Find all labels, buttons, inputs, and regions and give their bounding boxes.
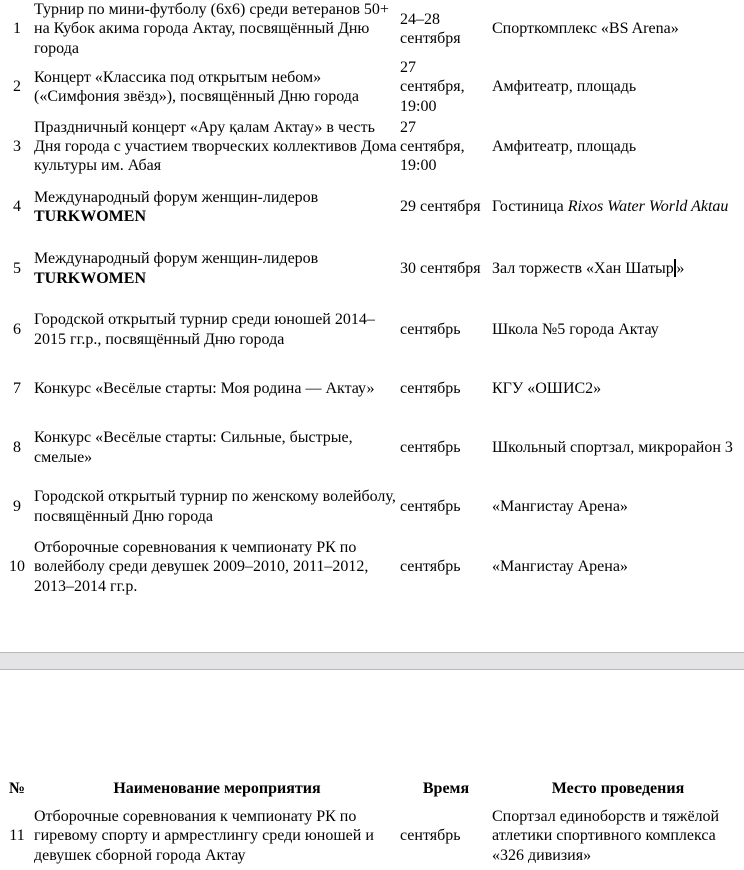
cell-location[interactable]: КГУ «ОШИС2» — [492, 379, 602, 397]
cell-row-number[interactable]: 4 — [13, 198, 21, 216]
cell-location[interactable]: Школа №5 города Актау — [492, 320, 659, 338]
cell-location[interactable]: Школьный спортзал, микрорайон 3 — [492, 438, 733, 456]
cell-row-number[interactable]: 9 — [13, 497, 21, 515]
time-line[interactable]: 19:00 — [400, 97, 437, 115]
time-line[interactable]: сентябрь — [400, 558, 461, 576]
event-name-bold-text[interactable]: TURKWOMEN — [34, 208, 146, 225]
table-row — [0, 536, 744, 598]
cell-time[interactable] — [400, 536, 492, 598]
cell-row-number[interactable]: 6 — [13, 320, 21, 338]
cell-row-number[interactable]: 2 — [13, 78, 21, 96]
event-name-bold-text[interactable]: TURKWOMEN — [34, 269, 146, 287]
table-row — [0, 58, 744, 116]
header-number-column[interactable]: № — [8, 780, 26, 798]
time-line[interactable]: 27 — [400, 118, 416, 136]
cell-time[interactable] — [400, 237, 492, 300]
events-table-page-2 — [0, 776, 744, 870]
table-row — [0, 300, 744, 359]
cell-time[interactable] — [400, 116, 492, 177]
cell-event-name[interactable] — [34, 177, 400, 237]
table-row — [0, 802, 744, 870]
cell-event-name[interactable]: Конкурс «Весёлые старты: Моя родина — Актау» — [34, 379, 375, 397]
location-text[interactable]: Гостиница — [492, 198, 568, 216]
cell-location[interactable]: Амфитеатр, площадь — [492, 78, 637, 96]
table-row — [0, 418, 744, 477]
cell-event-name[interactable]: Концерт «Классика под открытым небом» («Симфония звёзд»), посвящённый Дню города — [34, 68, 360, 105]
time-line[interactable]: 24–28 — [400, 10, 440, 28]
cell-row-number[interactable]: 7 — [13, 379, 21, 397]
cell-location[interactable]: «Мангистау Арена» — [492, 497, 628, 515]
cell-time[interactable] — [400, 177, 492, 237]
location-text[interactable]: Зал торжеств «Хан Шатыр — [492, 259, 674, 277]
location-italic-text[interactable]: Rixos Water World Aktau — [567, 198, 729, 216]
event-name-text[interactable]: Международный форум женщин-лидеров — [34, 188, 319, 206]
header-event-name-column[interactable]: Наименование мероприятия — [113, 780, 321, 798]
cell-row-number[interactable]: 10 — [9, 558, 25, 576]
cell-event-name[interactable]: Конкурс «Весёлые старты: Сильные, быстрые, смелые» — [34, 429, 353, 466]
cell-time[interactable] — [400, 477, 492, 536]
cell-event-name[interactable]: Праздничный концерт «Ару қалам Актау» в честь Дня города с участием творческих коллективов Дома культуры им. Абая — [34, 118, 397, 175]
time-line[interactable]: сентября, — [400, 137, 465, 155]
time-line[interactable]: сентября — [400, 30, 461, 47]
cell-event-name[interactable]: Отборочные соревнования к чемпионату РК по волейболу среди девушек 2009–2010, 2011–2012, 2013–2014 гг.р. — [34, 539, 369, 595]
time-line[interactable]: сентябрь — [400, 827, 461, 845]
header-location-column[interactable]: Место проведения — [551, 780, 685, 798]
cell-time[interactable] — [400, 300, 492, 359]
cell-time[interactable] — [400, 418, 492, 477]
time-line[interactable]: 30 сентября — [400, 259, 481, 277]
cell-event-name[interactable] — [34, 237, 400, 300]
cell-row-number[interactable]: 8 — [13, 438, 21, 456]
table-row — [0, 177, 744, 237]
cell-event-name[interactable]: Городской открытый турнир среди юношей 2014–2015 гг.р., посвящённый Дню города — [34, 311, 375, 348]
cell-location[interactable]: «Мангистау Арена» — [492, 558, 628, 576]
time-line[interactable]: сентябрь — [400, 438, 461, 456]
time-line[interactable]: сентябрь — [400, 497, 461, 515]
table-row — [0, 359, 744, 418]
cell-location[interactable]: Амфитеатр, площадь — [492, 137, 637, 155]
event-name-text[interactable]: Международный форум женщин-лидеров — [34, 250, 319, 268]
cell-event-name[interactable]: Отборочные соревнования к чемпионату РК по гиревому спорту и армрестлингу среди юношей и девушек сборной города Актау — [34, 808, 374, 864]
table-row — [0, 116, 744, 177]
cell-row-number[interactable]: 3 — [13, 137, 21, 155]
cell-time[interactable] — [400, 802, 492, 870]
time-line[interactable]: сентябрь — [400, 320, 461, 338]
time-line[interactable]: сентября, — [400, 78, 465, 96]
time-line[interactable]: 19:00 — [400, 157, 437, 175]
cell-location[interactable] — [492, 237, 744, 300]
table-row — [0, 0, 744, 58]
cell-row-number[interactable]: 5 — [13, 259, 21, 277]
page-break-gap — [0, 652, 744, 670]
cell-row-number[interactable]: 1 — [13, 20, 21, 38]
cell-location[interactable] — [492, 177, 744, 237]
location-text[interactable]: » — [676, 259, 685, 277]
time-line[interactable]: 29 сентября — [400, 198, 481, 216]
cell-location[interactable]: Спорткомплекс «BS Arena» — [492, 20, 679, 38]
table-row — [0, 477, 744, 536]
time-line[interactable]: 27 — [400, 59, 416, 77]
table-row — [0, 237, 744, 300]
cell-time[interactable] — [400, 0, 492, 58]
cell-location[interactable]: Спортзал единоборств и тяжёлой атлетики спортивного комплекса «326 дивизия» — [492, 808, 720, 864]
cell-time[interactable] — [400, 359, 492, 418]
cell-event-name[interactable]: Турнир по мини-футболу (6х6) среди ветеранов 50+ на Кубок акима города Актау, посвящённый Дню города — [34, 1, 389, 57]
time-line[interactable]: сентябрь — [400, 379, 461, 397]
header-time-column[interactable]: Время — [422, 780, 470, 798]
cell-time[interactable] — [400, 58, 492, 116]
cell-row-number[interactable]: 11 — [9, 827, 25, 845]
document-page-2 — [0, 670, 744, 870]
cell-event-name[interactable]: Городской открытый турнир по женскому волейболу, посвящённый Дню города — [34, 488, 396, 525]
table-header-row — [0, 776, 744, 802]
